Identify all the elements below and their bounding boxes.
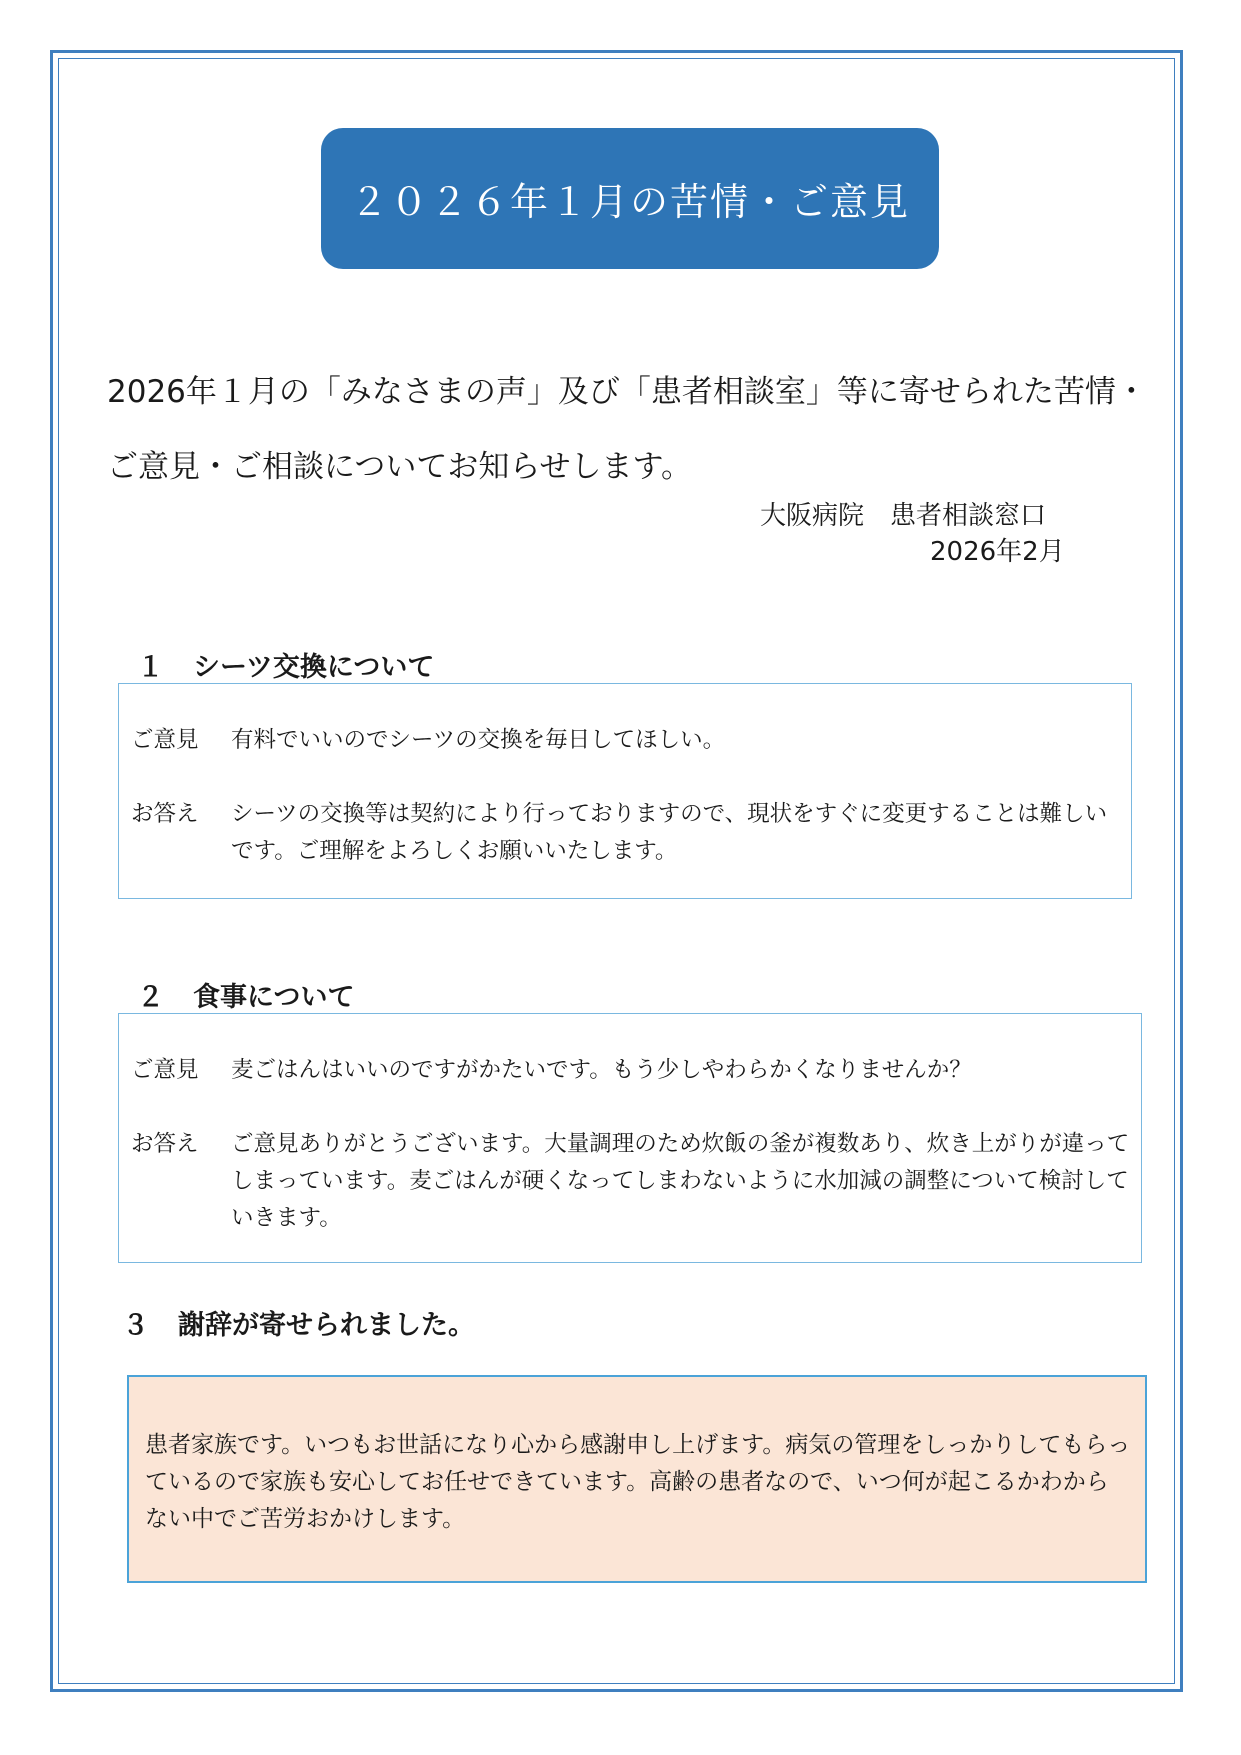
- section-3-title: 謝辞が寄せられました。: [178, 1310, 475, 1341]
- thanks-message-box: [127, 1375, 1147, 1583]
- signature-date: 2026年2月: [930, 537, 1065, 567]
- answer-label: お答え: [131, 801, 199, 827]
- section-2-title: 食事について: [193, 982, 355, 1013]
- opinion-label: ご意見: [131, 1057, 199, 1083]
- section-2-number: ２: [137, 982, 164, 1013]
- section-1-title: シーツ交換について: [193, 652, 435, 683]
- section-3-heading: [122, 1303, 475, 1342]
- section-1-heading: [137, 645, 434, 684]
- section-1-number: １: [137, 652, 164, 683]
- section-2-answer: [131, 1126, 1133, 1237]
- signature-block: [760, 498, 1120, 570]
- answer-label: お答え: [131, 1131, 199, 1157]
- section-3-number: ３: [122, 1310, 149, 1341]
- opinion-text: 有料でいいのでシーツの交換を毎日してほしい。: [231, 727, 726, 753]
- title-banner: [321, 128, 939, 269]
- signature-organization: 大阪病院 患者相談窓口: [760, 501, 1047, 531]
- section-1-box: [118, 683, 1132, 899]
- opinion-text: 麦ごはんはいいのですがかたいです。もう少しやわらかくなりませんか？: [231, 1057, 972, 1083]
- answer-text: シーツの交換等は契約により行っておりますので、現状をすぐに変更することは難しいです。ご理解をよろしくお願いいたします。: [231, 801, 1108, 864]
- opinion-label: ご意見: [131, 727, 199, 753]
- page-title: ２０２６年１月の苦情・ご意見: [349, 180, 910, 224]
- section-1-answer: [131, 796, 1123, 870]
- section-2-box: [118, 1013, 1142, 1263]
- section-2-heading: [137, 975, 354, 1014]
- intro-paragraph: 2026年１月の「みなさまの声」及び「患者相談室」等に寄せられた苦情・ご意見・ご相談についてお知らせします。: [107, 374, 1147, 485]
- thanks-message-text: 患者家族です。いつもお世話になり心から感謝申し上げます。病気の管理をしっかりしてもらっているので家族も安心してお任せできています。高齢の患者なので、いつ何が起こるかわからない中でご苦労おかけします。: [145, 1432, 1131, 1532]
- section-1-opinion: [131, 722, 1123, 759]
- answer-text: ご意見ありがとうございます。大量調理のため炊飯の釜が複数あり、炊き上がりが違ってしまっています。麦ごはんが硬くなってしまわないように水加減の調整について検討していきます。: [231, 1131, 1130, 1231]
- section-2-opinion: [131, 1052, 1133, 1089]
